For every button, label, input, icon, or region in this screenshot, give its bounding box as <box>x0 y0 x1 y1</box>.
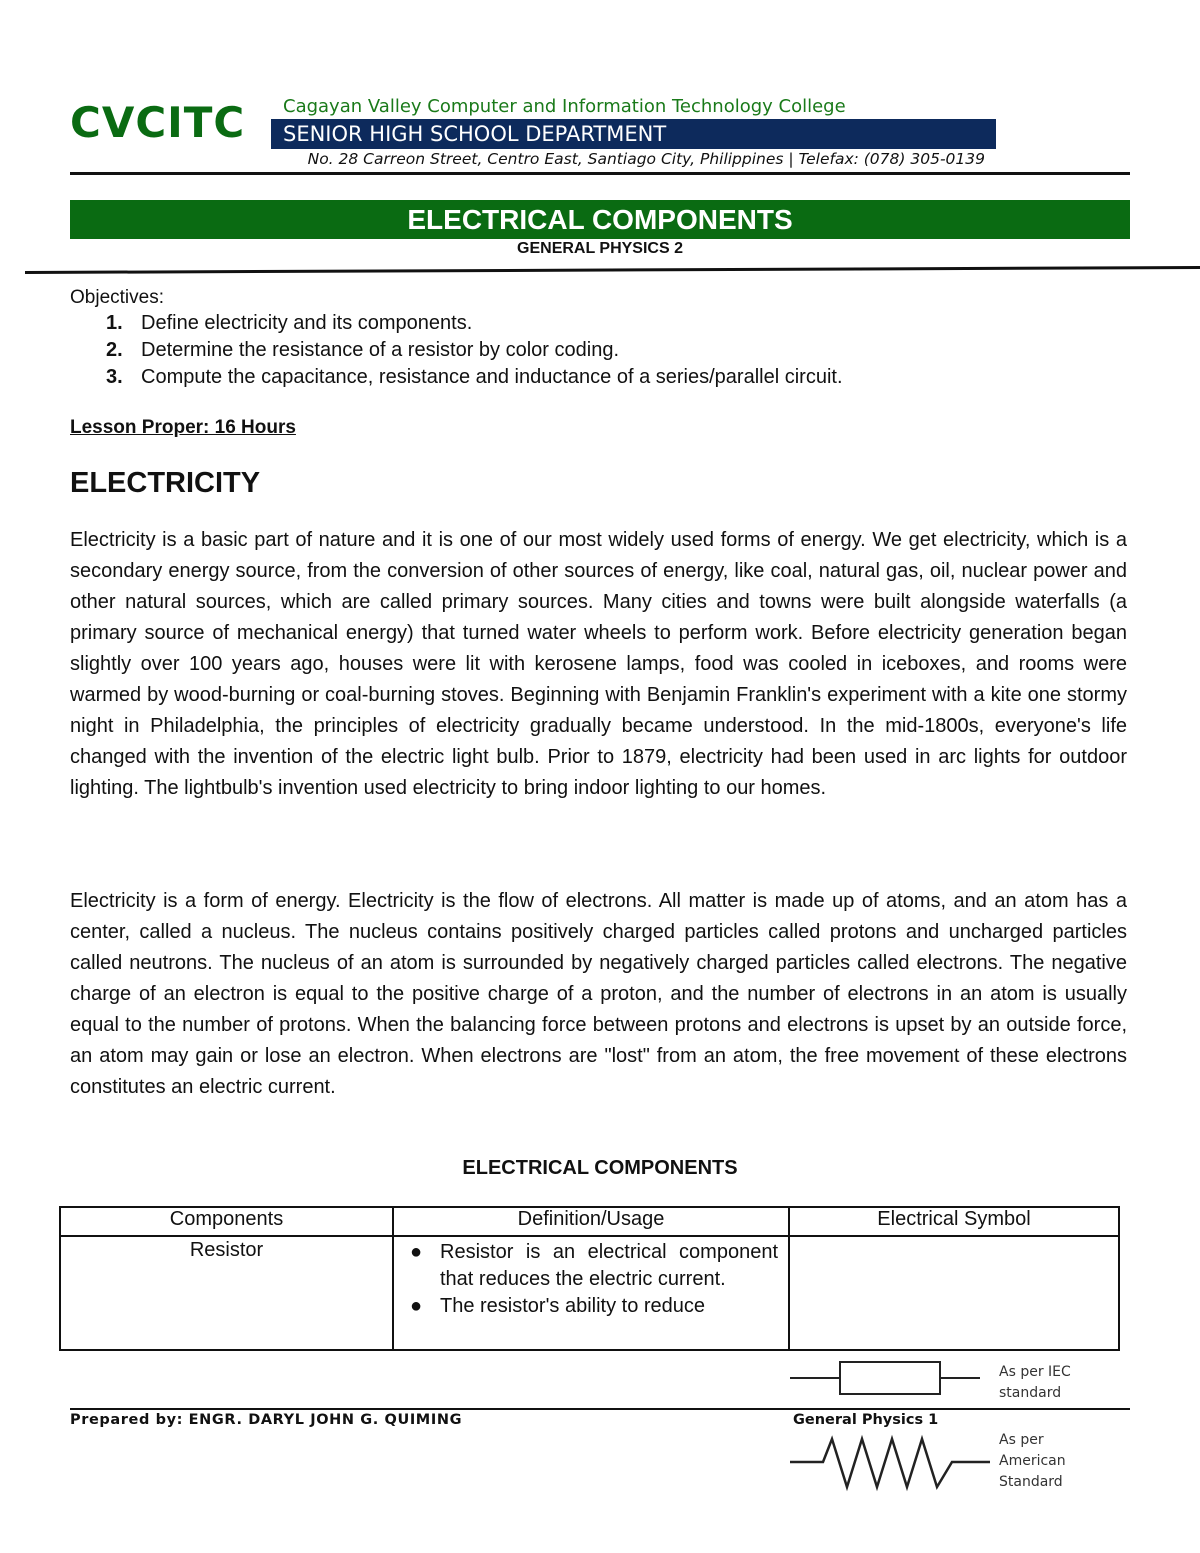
resistor-iec-symbol-icon <box>790 1358 985 1398</box>
table-title: ELECTRICAL COMPONENTS <box>462 1157 738 1179</box>
header-components: Components <box>60 1207 393 1236</box>
objective-item <box>106 339 843 366</box>
objective-text: Define electricity and its components. <box>141 312 473 334</box>
component-name: Resistor <box>189 1239 264 1261</box>
objectives-label: Objectives: <box>70 287 164 308</box>
header-divider <box>70 172 1130 175</box>
objective-number: 2. <box>106 339 123 361</box>
footer-course: General Physics 1 <box>793 1412 939 1428</box>
objective-number: 1. <box>106 312 123 334</box>
objectives-list <box>106 312 843 393</box>
prepared-by: Prepared by: ENGR. DARYL JOHN G. QUIMING <box>70 1412 463 1428</box>
department-banner: SENIOR HIGH SCHOOL DEPARTMENT <box>271 119 996 149</box>
iec-label-line: standard <box>999 1385 1062 1401</box>
header-symbol: Electrical Symbol <box>789 1207 1119 1236</box>
college-name: Cagayan Valley Computer and Information Technology College <box>283 96 846 117</box>
table-row <box>60 1236 1119 1350</box>
paragraph-definition: Electricity is a form of energy. Electricity is the flow of electrons. All matter is made up of atoms, and an atom has a center, called a nucleus. The nucleus contains positively charged particles called protons and uncharged particles called neutrons. The nucleus of an atom is surrounded by negatively charged particles called electrons. The negative charge of an electron is equal to the positive charge of a proton, and the number of electrons in an atom is usually equal to the number of protons. When the balancing force between protons and electrons is upset by an outside force, an atom may gain or lose an electron. When electrons are "lost" from an atom, the free movement of these electrons constitutes an electric current. <box>70 890 1127 1098</box>
bullet-text: Resistor is an electrical component that reduces the electric current. <box>440 1241 778 1290</box>
american-symbol-label <box>999 1430 1066 1493</box>
list-item <box>404 1239 778 1293</box>
paragraph-history: Electricity is a basic part of nature and it is one of our most widely used forms of energy. We get electricity, which is a secondary energy source, from the conversion of other sources of energy, like coal, natural gas, oil, nuclear power and other natural sources, which are called primary sources. Many cities and towns were built alongside waterfalls (a primary source of mechanical energy) that turned water wheels to perform work. Before electricity generation began slightly over 100 years ago, houses were lit with kerosene lamps, food was cooled in iceboxes, and rooms were warmed by wood-burning or coal-burning stoves. Beginning with Benjamin Franklin's experiment with a kite one stormy night in Philadelphia, the principles of electricity gradually became understood. In the mid-1800s, everyone's life changed with the invention of the electric light bulb. Prior to 1879, electricity had been used in arc lights for outdoor lighting. The lightbulb's invention used electricity to bring indoor lighting to our homes. <box>70 529 1127 799</box>
bullet-icon: ● <box>410 1295 423 1317</box>
bullet-icon: ● <box>410 1241 423 1263</box>
section-heading: ELECTRICITY <box>70 467 261 499</box>
resistor-american-symbol-icon <box>790 1432 990 1492</box>
header-definition: Definition/Usage <box>393 1207 789 1236</box>
objective-text: Compute the capacitance, resistance and inductance of a series/parallel circuit. <box>141 366 843 388</box>
school-address: No. 28 Carreon Street, Centro East, Santiago City, Philippines | Telefax: (078) 305-0139 <box>307 150 985 168</box>
objective-text: Determine the resistance of a resistor by color coding. <box>141 339 619 361</box>
iec-label-line: As per IEC <box>999 1364 1071 1380</box>
american-label-line: American <box>999 1453 1066 1469</box>
table-header-row <box>60 1207 1119 1236</box>
page-title: ELECTRICAL COMPONENTS <box>70 200 1130 239</box>
objective-item <box>106 312 843 339</box>
component-cell <box>60 1236 393 1350</box>
page-subtitle: GENERAL PHYSICS 2 <box>517 240 683 257</box>
lesson-duration: Lesson Proper: 16 Hours <box>70 417 296 438</box>
components-table <box>59 1206 1120 1351</box>
school-logo: CVCITC <box>70 98 246 147</box>
footer-divider <box>70 1408 1130 1410</box>
bullet-text: The resistor's ability to reduce <box>440 1295 706 1317</box>
title-divider <box>25 262 1200 274</box>
definition-list <box>404 1239 778 1320</box>
american-label-line: Standard <box>999 1474 1063 1490</box>
objective-item <box>106 366 843 393</box>
list-item <box>404 1293 778 1320</box>
american-label-line: As per <box>999 1432 1044 1448</box>
definition-cell <box>393 1236 789 1350</box>
iec-symbol-label <box>999 1362 1071 1404</box>
symbol-cell <box>789 1236 1119 1350</box>
objective-number: 3. <box>106 366 123 388</box>
